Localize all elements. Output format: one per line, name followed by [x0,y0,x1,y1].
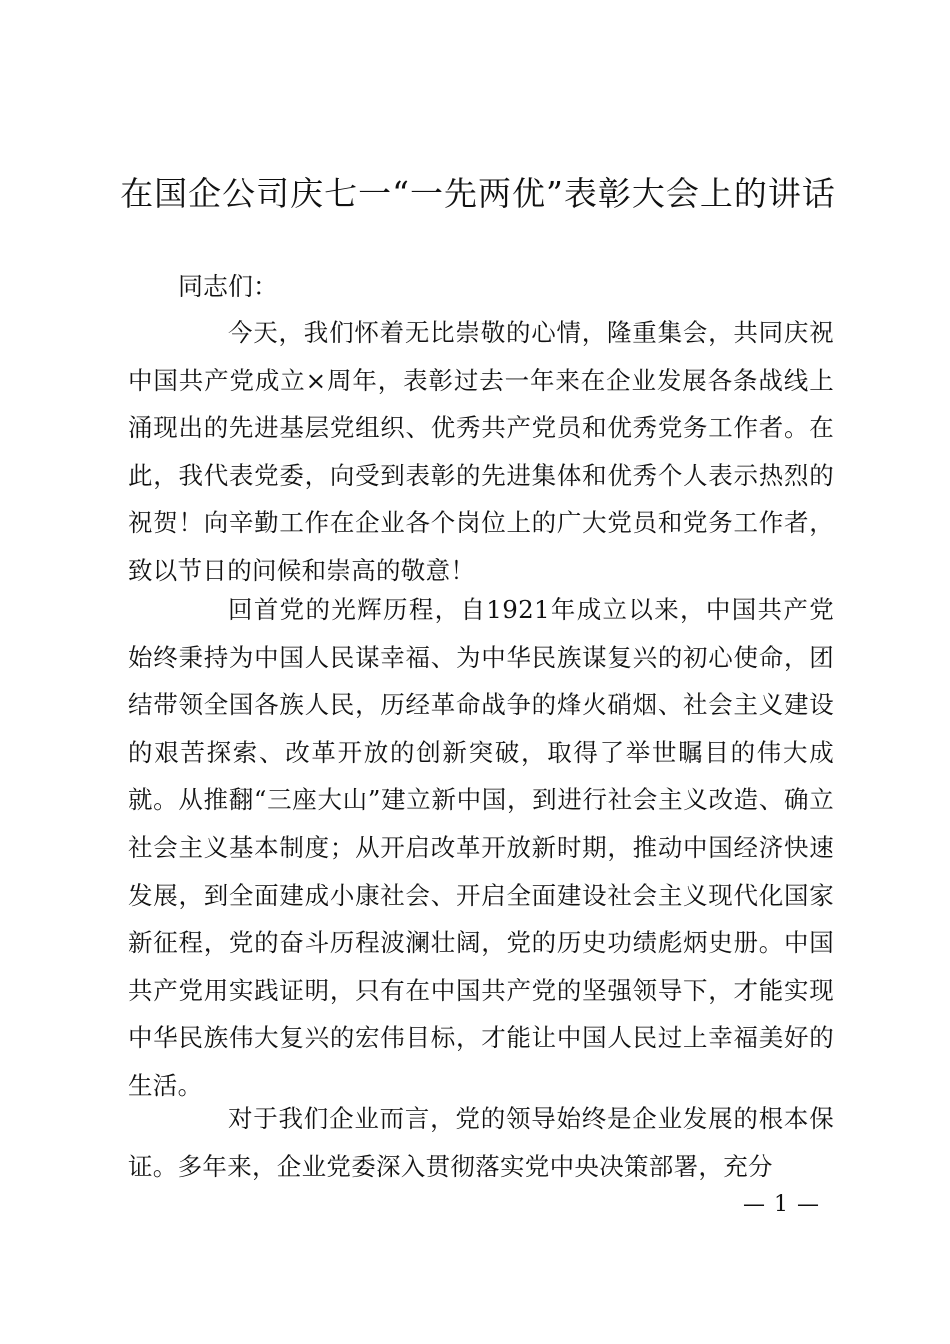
salutation: 同志们： [178,272,279,301]
paragraph-3: 对于我们企业而言，党的领导始终是企业发展的根本保证。多年来，企业党委深入贯彻落实党中央决策部署，充分 [128,1104,834,1181]
document-title: 在国企公司庆七一“一先两优”表彰大会上的讲话 [120,174,836,213]
paragraph-1: 今天，我们怀着无比崇敬的心情，隆重集会，共同庆祝中国共产党成立×周年，表彰过去一年来在企业发展各条战线上涌现出的先进基层党组织、优秀共产党员和优秀党务工作者。在此，我代表党委，向受到表彰的先进集体和优秀个人表示热烈的祝贺！向辛勤工作在企业各个岗位上的广大党员和党务工作者，致以节日的问候和崇高的敬意！ [128,318,834,585]
page-number: — 1 — [743,1192,820,1217]
paragraph-2: 回首党的光辉历程，自1921年成立以来，中国共产党始终秉持为中国人民谋幸福、为中华民族谋复兴的初心使命，团结带领全国各族人民，历经革命战争的烽火硝烟、社会主义建设的艰苦探索、改革开放的创新突破，取得了举世瞩目的伟大成就。从推翻“三座大山”建立新中国，到进行社会主义改造、确立社会主义基本制度；从开启改革开放新时期，推动中国经济快速发展，到全面建成小康社会、开启全面建设社会主义现代化国家新征程，党的奋斗历程波澜壮阔，党的历史功绩彪炳史册。中国共产党用实践证明，只有在中国共产党的坚强领导下，才能实现中华民族伟大复兴的宏伟目标，才能让中国人民过上幸福美好的生活。 [128,595,834,1100]
